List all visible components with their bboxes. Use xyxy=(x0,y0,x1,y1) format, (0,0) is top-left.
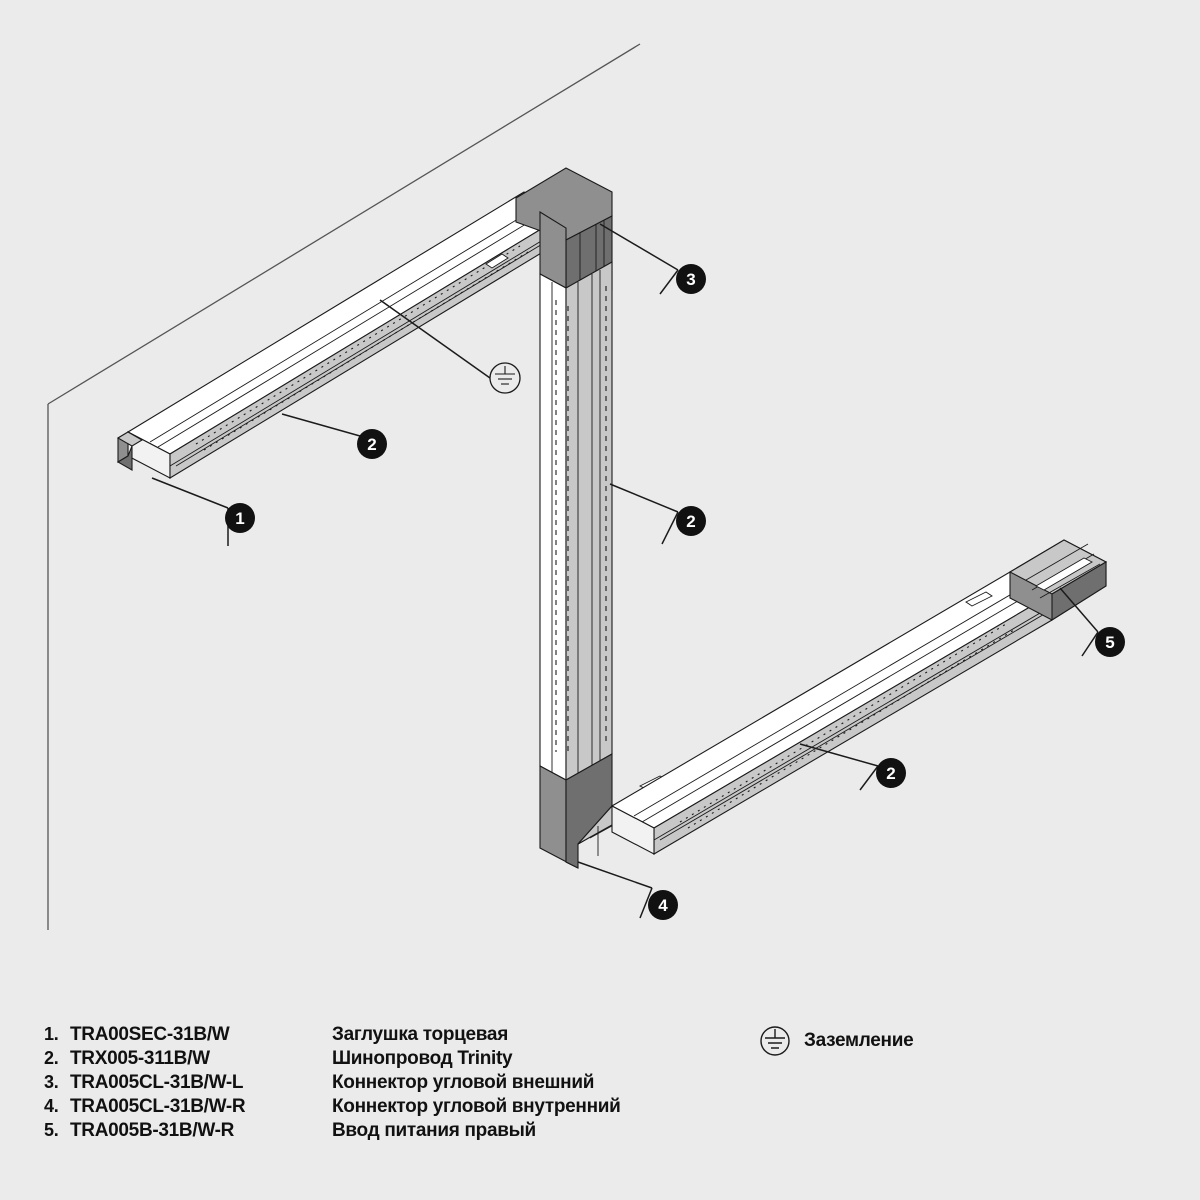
ground-earth-symbol-icon xyxy=(758,1024,792,1058)
legend-row xyxy=(44,1096,1164,1120)
legend-row xyxy=(44,1120,1164,1144)
legend-number: 5. xyxy=(44,1120,59,1140)
track-run-lower-right xyxy=(612,572,1058,854)
legend-number: 4. xyxy=(44,1096,59,1116)
callout-marker-4: 4 xyxy=(648,890,678,920)
legend-part-description: Ввод питания правый xyxy=(332,1120,536,1141)
ground-earth-symbol-icon xyxy=(490,363,520,393)
legend-row xyxy=(44,1048,1164,1072)
legend-part-description: Коннектор угловой внешний xyxy=(332,1072,595,1093)
track-run-vertical xyxy=(540,262,612,780)
callout-marker-5: 5 xyxy=(1095,627,1125,657)
legend-part-code: TRA005CL-31B/W-R xyxy=(70,1096,246,1117)
legend-part-description: Заглушка торцевая xyxy=(332,1024,508,1045)
legend-ground-label: Заземление xyxy=(804,1030,914,1051)
callout-marker-2-vertical: 2 xyxy=(676,506,706,536)
legend xyxy=(44,1024,1164,1144)
track-run-upper-left xyxy=(128,192,572,478)
legend-part-code: TRA00SEC-31B/W xyxy=(70,1024,230,1045)
legend-part-code: TRX005-311B/W xyxy=(70,1048,210,1069)
legend-part-code: TRA005B-31B/W-R xyxy=(70,1120,235,1141)
legend-number: 3. xyxy=(44,1072,59,1092)
legend-ground-entry xyxy=(758,1024,913,1058)
legend-number: 2. xyxy=(44,1048,59,1068)
legend-part-description: Шинопровод Trinity xyxy=(332,1048,513,1069)
legend-row xyxy=(44,1024,1164,1048)
legend-row xyxy=(44,1072,1164,1096)
callout-marker-1: 1 xyxy=(225,503,255,533)
legend-part-description: Коннектор угловой внутренний xyxy=(332,1096,621,1117)
callout-marker-2-lower: 2 xyxy=(876,758,906,788)
callout-marker-2-upper: 2 xyxy=(357,429,387,459)
callout-marker-3: 3 xyxy=(676,264,706,294)
legend-number: 1. xyxy=(44,1024,59,1044)
legend-part-code: TRA005CL-31B/W-L xyxy=(70,1072,244,1093)
